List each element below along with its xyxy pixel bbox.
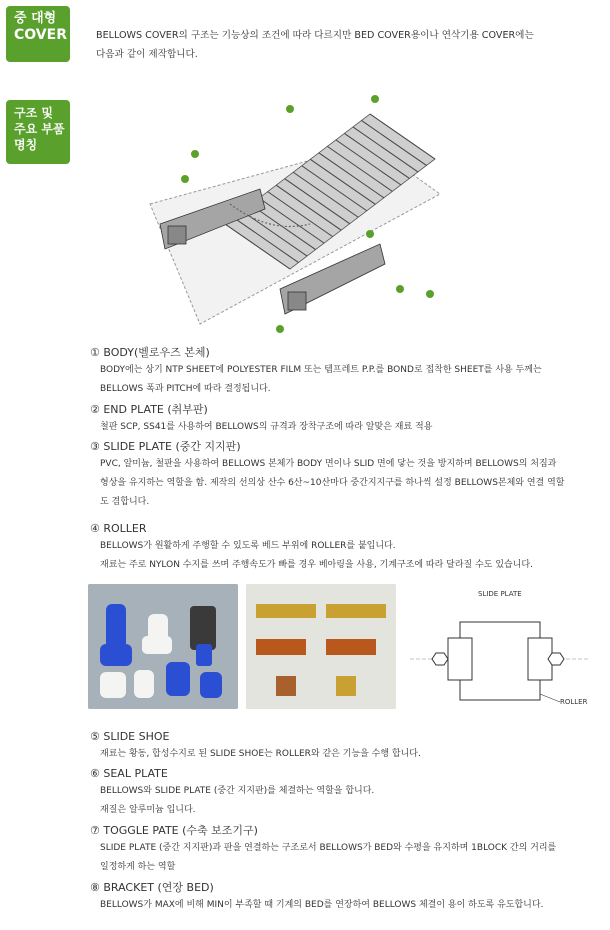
blue-roller bbox=[200, 672, 222, 698]
desc-line: 재료는 황동, 합성수지로 된 SLIDE SHOE는 ROLLER와 같은 기능을 수행 합니다. bbox=[100, 749, 421, 759]
slide-plate-figure bbox=[400, 584, 600, 714]
white-roller bbox=[142, 636, 172, 654]
part-end-plate bbox=[90, 401, 596, 437]
desc-line: 재질은 알루미늄 입니다. bbox=[100, 805, 196, 815]
desc-line: 도 겸합니다. bbox=[100, 497, 150, 507]
tag-line: 중 대형 bbox=[14, 11, 57, 26]
slide-shoe-photo bbox=[246, 584, 396, 709]
callout-marker bbox=[276, 325, 284, 333]
part-description bbox=[90, 896, 596, 915]
hex-nut-icon bbox=[548, 653, 564, 665]
desc-line: SLIDE PLATE (중간 지지판)과 판을 연결하는 구조로서 BELLOWS가 BED와 수평을 유지하며 1BLOCK 간의 거리를 bbox=[100, 843, 557, 853]
small-shoe bbox=[276, 676, 296, 696]
tag-line: 명칭 bbox=[14, 138, 38, 152]
roller-image bbox=[88, 584, 238, 709]
part-description bbox=[90, 418, 596, 437]
blue-roller bbox=[100, 644, 132, 666]
intro-line: 다음과 같이 제작합니다. bbox=[96, 49, 198, 60]
hex-nut-icon bbox=[432, 653, 448, 665]
white-roller bbox=[134, 670, 154, 698]
callout-marker bbox=[426, 290, 434, 298]
blue-roller bbox=[106, 604, 126, 649]
white-roller bbox=[100, 672, 126, 698]
part-description bbox=[90, 839, 596, 877]
part-slide-shoe bbox=[90, 728, 596, 764]
brass-shoe bbox=[256, 604, 316, 618]
small-shoe bbox=[336, 676, 356, 696]
desc-line: 철판 SCP, SS41를 사용하여 BELLOWS의 규격과 장착구조에 따라 알맞은 재료 적용 bbox=[100, 422, 433, 432]
leader-line bbox=[540, 694, 560, 702]
tag-line: 구조 및 bbox=[14, 106, 53, 120]
intro-text bbox=[96, 26, 596, 64]
part-title: ④ ROLLER bbox=[90, 522, 147, 535]
part-description bbox=[90, 537, 596, 575]
callout-marker bbox=[371, 95, 379, 103]
part-slide-plate bbox=[90, 438, 596, 512]
desc-line: PVC, 알미늄, 철판을 사용하여 BELLOWS 본체가 BODY 면이나 SLID 면에 닿는 것을 방지하며 BELLOWS의 처짐과 bbox=[100, 459, 557, 469]
part-title: ① BODY(벨로우즈 본체) bbox=[90, 346, 210, 359]
part-title: ⑦ TOGGLE PATE (수축 보조기구) bbox=[90, 824, 258, 837]
desc-line: BELLOWS가 원활하게 주행할 수 있도록 베드 부위에 ROLLER를 붙입니다. bbox=[100, 541, 396, 551]
part-title: ③ SLIDE PLATE (중간 지지판) bbox=[90, 440, 241, 453]
roller-hub bbox=[448, 638, 472, 680]
intro-line: BELLOWS COVER의 구조는 기능상의 조건에 따라 다르지만 BED COVER용이나 연삭기용 COVER에는 bbox=[96, 30, 534, 41]
bracket-end bbox=[288, 292, 306, 310]
callout-marker bbox=[181, 175, 189, 183]
part-bracket bbox=[90, 879, 596, 915]
desc-line: 일정하게 하는 역할 bbox=[100, 862, 176, 872]
bellows-cover-diagram bbox=[140, 84, 440, 334]
desc-line: 재료는 주로 NYLON 수지를 쓰며 주행속도가 빠를 경우 베아링을 사용, 기계구조에 따라 달라질 수도 있습니다. bbox=[100, 560, 533, 570]
resin-shoe bbox=[326, 639, 376, 655]
brass-shoe bbox=[326, 604, 386, 618]
part-description bbox=[90, 745, 596, 764]
part-roller bbox=[90, 520, 596, 575]
section-tag-structure bbox=[6, 100, 70, 164]
tag-line: 주요 부품 bbox=[14, 122, 65, 136]
part-title: ⑥ SEAL PLATE bbox=[90, 767, 168, 780]
blue-roller bbox=[166, 662, 190, 696]
callout-marker bbox=[191, 150, 199, 158]
desc-line: BODY에는 상기 NTP SHEET에 POLYESTER FILM 또는 템프레트 P.P.를 BOND로 접착한 SHEET를 사용 두께는 bbox=[100, 365, 542, 375]
bracket-end bbox=[168, 226, 186, 244]
section-tag-cover bbox=[6, 6, 70, 62]
desc-line: BELLOWS와 SLIDE PLATE (중간 지지판)를 체결하는 역할을 합니다. bbox=[100, 786, 375, 796]
tag-line: COVER bbox=[14, 27, 67, 43]
blue-roller bbox=[196, 644, 212, 666]
callout-marker bbox=[286, 105, 294, 113]
part-description bbox=[90, 361, 596, 399]
part-title: ⑤ SLIDE SHOE bbox=[90, 730, 170, 743]
roller-label: ROLLER bbox=[560, 698, 588, 706]
roller-photo bbox=[88, 584, 238, 709]
bearing-roller bbox=[190, 606, 216, 650]
part-body bbox=[90, 344, 596, 399]
callout-marker bbox=[366, 230, 374, 238]
part-title: ⑧ BRACKET (연장 BED) bbox=[90, 881, 214, 894]
part-toggle-plate bbox=[90, 822, 596, 877]
slide-shoe-image bbox=[246, 584, 396, 709]
desc-line: BELLOWS가 MAX에 비해 MIN이 부족할 때 기계의 BED를 연장하여 BELLOWS 체결이 용이 하도록 유도합니다. bbox=[100, 900, 544, 910]
part-title: ② END PLATE (취부판) bbox=[90, 403, 208, 416]
part-description bbox=[90, 782, 596, 820]
part-description bbox=[90, 455, 596, 512]
desc-line: BELLOWS 폭과 PITCH에 따라 결정됩니다. bbox=[100, 384, 271, 394]
desc-line: 형상을 유지하는 역할을 함. 제작의 선의상 산수 6산~10산마다 중간지지구를 하나씩 설정 BELLOWS본체와 연결 역할 bbox=[100, 478, 565, 488]
resin-shoe bbox=[256, 639, 306, 655]
slide-plate-figure-title: SLIDE PLATE bbox=[478, 590, 522, 598]
callout-marker bbox=[396, 285, 404, 293]
part-seal-plate bbox=[90, 765, 596, 820]
